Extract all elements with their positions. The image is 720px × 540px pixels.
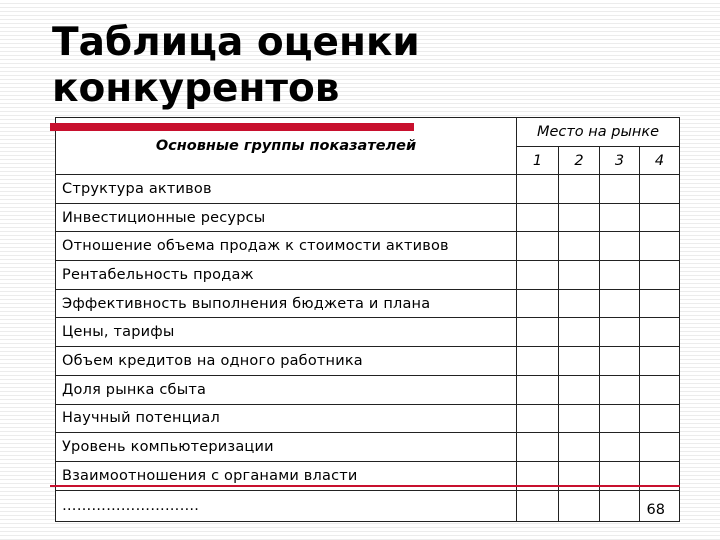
place-2-cell (559, 232, 600, 261)
place-4-cell (640, 347, 680, 376)
indicator-name: Рентабельность продаж (56, 261, 517, 290)
place-3-cell (600, 175, 640, 204)
place-2-cell (559, 433, 600, 462)
place-4-cell (640, 375, 680, 404)
indicator-name: Инвестиционные ресурсы (56, 203, 517, 232)
table-row (56, 433, 680, 462)
place-3-cell (600, 433, 640, 462)
place-4-cell (640, 433, 680, 462)
table-row (56, 261, 680, 290)
place-3-cell (600, 203, 640, 232)
slide-title-line-1: Таблица оценки (52, 20, 420, 65)
place-3-cell (600, 318, 640, 347)
place-3-cell (600, 261, 640, 290)
place-1-cell (517, 375, 559, 404)
place-3-cell (600, 375, 640, 404)
indicator-name: ………………………. (56, 490, 517, 522)
place-2-cell (559, 375, 600, 404)
place-2-header: 2 (559, 147, 600, 175)
place-3-cell (600, 289, 640, 318)
indicator-name: Научный потенциал (56, 404, 517, 433)
place-2-cell (559, 203, 600, 232)
table-row (56, 375, 680, 404)
table-row (56, 289, 680, 318)
title-accent-bar (50, 123, 414, 131)
indicator-name: Объем кредитов на одного работника (56, 347, 517, 376)
table-row (56, 318, 680, 347)
table-row (56, 175, 680, 204)
indicator-rows (56, 175, 680, 522)
place-1-cell (517, 433, 559, 462)
place-2-cell (559, 289, 600, 318)
place-2-cell (559, 318, 600, 347)
place-2-cell (559, 404, 600, 433)
table-header-row (56, 118, 680, 147)
place-1-cell (517, 318, 559, 347)
slide-title-line-2: конкурентов (52, 66, 340, 111)
table-row (56, 232, 680, 261)
table-row (56, 347, 680, 376)
place-1-header: 1 (517, 147, 559, 175)
place-2-cell (559, 175, 600, 204)
indicator-name: Структура активов (56, 175, 517, 204)
place-4-cell (640, 318, 680, 347)
indicator-name: Отношение объема продаж к стоимости активов (56, 232, 517, 261)
indicator-name: Уровень компьютеризации (56, 433, 517, 462)
place-3-cell (600, 404, 640, 433)
place-4-cell (640, 203, 680, 232)
table-row (56, 490, 680, 522)
bottom-accent-line (50, 485, 680, 487)
indicator-name: Доля рынка сбыта (56, 375, 517, 404)
place-4-cell (640, 261, 680, 290)
place-1-cell (517, 203, 559, 232)
place-4-cell (640, 404, 680, 433)
place-3-cell (600, 347, 640, 376)
place-3-header: 3 (600, 147, 640, 175)
competitor-evaluation-table (55, 117, 680, 522)
place-4-cell (640, 175, 680, 204)
indicator-name: Эффективность выполнения бюджета и плана (56, 289, 517, 318)
slide-title (52, 20, 512, 112)
place-2-cell (559, 261, 600, 290)
place-4-cell (640, 289, 680, 318)
place-2-cell (559, 347, 600, 376)
table-row (56, 404, 680, 433)
place-1-cell (517, 347, 559, 376)
place-4-header: 4 (640, 147, 680, 175)
indicator-name: Взаимоотношения с органами власти (56, 461, 517, 490)
place-3-cell (600, 490, 640, 522)
market-place-header: Место на рынке (517, 118, 680, 147)
place-4-cell (640, 232, 680, 261)
place-1-cell (517, 175, 559, 204)
place-1-cell (517, 261, 559, 290)
indicator-group-header: Основные группы показателей (56, 118, 517, 175)
place-2-cell (559, 490, 600, 522)
place-3-cell (600, 232, 640, 261)
place-1-cell (517, 404, 559, 433)
page-number: 68 (640, 490, 680, 522)
place-1-cell (517, 232, 559, 261)
table-row (56, 203, 680, 232)
place-1-cell (517, 490, 559, 522)
indicator-name: Цены, тарифы (56, 318, 517, 347)
place-1-cell (517, 289, 559, 318)
